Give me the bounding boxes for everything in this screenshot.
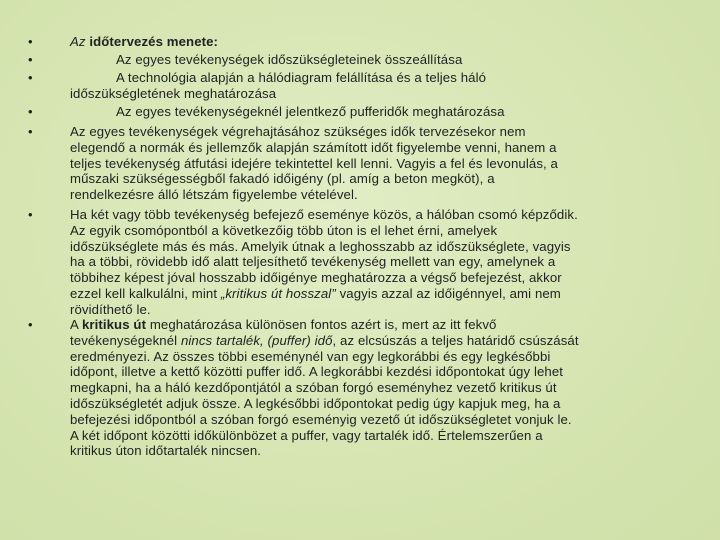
text-segment: Az egyes tevékenységek időszükségleteinek összeállítása bbox=[116, 52, 463, 67]
text-segment: rövidíthető le. bbox=[70, 301, 151, 317]
text-segment: meghatározása különösen fontos azért is, mert az itt fekvő bbox=[146, 317, 497, 332]
text-line bbox=[70, 349, 690, 365]
text-segment: időszükséglete más és más. Amelyik útnak a leghosszabb az időszükséglete, vagyis bbox=[70, 238, 571, 254]
text-segment: időpont, illetve a kettő közötti puffer idő. A legkorábbi kezdési időpontokat úgy lehet bbox=[70, 364, 564, 380]
text-segment: elegendő a normák és jellemzők alapján számított időt figyelembe venni, hanem a bbox=[70, 139, 557, 155]
text-segment: műszaki szükségességből fakadó időigény (pl. amíg a beton megköt), a bbox=[70, 171, 495, 187]
italic-text: nincs tartalék, (puffer) idő bbox=[180, 332, 333, 348]
bold-text: kritikus út bbox=[81, 317, 147, 332]
text-segment: Ha két vagy több tevékenység befejező eseménye közös, a hálóban csomó képződik. bbox=[70, 207, 578, 222]
text-segment: Az egyes tevékenységek végrehajtásához szükséges idők tervezésekor nem bbox=[70, 124, 526, 139]
bullet-marker: • bbox=[28, 34, 33, 49]
text-line bbox=[70, 412, 690, 428]
text-segment: időszükségletének meghatározása bbox=[70, 85, 277, 101]
text-segment: tevékenységeknél bbox=[70, 332, 181, 348]
text-segment: ezzel kell kalkulálni, mint bbox=[70, 285, 221, 301]
text-line bbox=[70, 124, 690, 140]
text-segment: többihez képest jóval hosszabb időigénye meghatározza a végső befejezést, akkor bbox=[70, 270, 562, 286]
text-segment: A két időpont közötti időkülönbözet a puffer, vagy tartalék idő. Értelemszerűen a bbox=[70, 427, 543, 443]
text-segment: teljes tevékenység átfutási idejére tekintettel kell lenni. Vagyis a fel és levonulás, a bbox=[70, 155, 558, 171]
bullet-marker: • bbox=[28, 70, 33, 85]
text-segment: A technológia alapján a hálódiagram felállítása és a teljes háló bbox=[116, 70, 487, 85]
text-line bbox=[70, 286, 690, 302]
text-segment: befejezési időpontból a szóban forgó eseményig vezető út időszükségletet vonjuk le. bbox=[70, 411, 572, 427]
text-segment: rendelkezésre álló létszám figyelembe vételével. bbox=[70, 187, 358, 203]
text-line bbox=[70, 52, 690, 68]
text-line bbox=[70, 428, 690, 444]
text-line bbox=[70, 34, 690, 50]
text-segment: Az egyik csomópontból a következőig több úton is el lehet érni, amelyek bbox=[70, 222, 498, 238]
list-item-text bbox=[70, 52, 690, 68]
text-line bbox=[70, 239, 690, 255]
text-line bbox=[70, 254, 690, 270]
text-line bbox=[70, 70, 690, 86]
bold-text: időtervezés menete: bbox=[89, 34, 219, 49]
text-segment: , az elcsúszás a teljes határidő csúszását bbox=[332, 332, 579, 348]
list-item-text bbox=[70, 207, 690, 318]
text-line bbox=[70, 333, 690, 349]
text-line bbox=[70, 223, 690, 239]
bullet-marker: • bbox=[28, 104, 33, 119]
text-line bbox=[70, 207, 690, 223]
list-item-text bbox=[70, 34, 690, 50]
text-segment: eredményezi. Az összes többi eseménynél van egy legkorábbi és egy legkésőbbi bbox=[70, 348, 551, 364]
text-line bbox=[70, 171, 690, 187]
text-line bbox=[70, 86, 690, 102]
list-item-text bbox=[70, 124, 690, 203]
bullet-marker: • bbox=[28, 317, 33, 332]
italic-text: Az bbox=[70, 34, 90, 49]
bullet-marker: • bbox=[28, 207, 33, 222]
text-segment: megkapni, ha a háló kezdőpontjától a szóban forgó eseményhez vezető kritikus út bbox=[70, 380, 557, 396]
list-item-text bbox=[70, 104, 690, 120]
text-line bbox=[70, 396, 690, 412]
text-segment: A bbox=[70, 317, 82, 332]
text-line bbox=[70, 317, 690, 333]
text-line bbox=[70, 187, 690, 203]
text-line bbox=[70, 443, 690, 459]
text-line bbox=[70, 104, 690, 120]
text-line bbox=[70, 302, 690, 318]
text-segment: Az egyes tevékenységeknél jelentkező pufferidők meghatározása bbox=[116, 104, 505, 119]
italic-text: „kritikus út hosszal” bbox=[220, 285, 336, 301]
text-segment: ha a többi, rövidebb idő alatt teljesíthető tevékenység mellett van egy, amelynek a bbox=[70, 254, 556, 270]
text-line bbox=[70, 156, 690, 172]
text-segment: időszükségletét adjuk össze. A legkésőbbi időpontokat pedig úgy kapjuk meg, ha a bbox=[70, 395, 561, 411]
text-segment: vagyis azzal az időigénnyel, ami nem bbox=[335, 285, 561, 301]
bullet-marker: • bbox=[28, 52, 33, 67]
list-item-text bbox=[70, 317, 690, 459]
text-line bbox=[70, 364, 690, 380]
list-item-text bbox=[70, 70, 690, 102]
bullet-marker: • bbox=[28, 124, 33, 139]
text-line bbox=[70, 140, 690, 156]
text-line bbox=[70, 380, 690, 396]
text-segment: kritikus úton időtartalék nincsen. bbox=[70, 443, 262, 459]
text-line bbox=[70, 270, 690, 286]
